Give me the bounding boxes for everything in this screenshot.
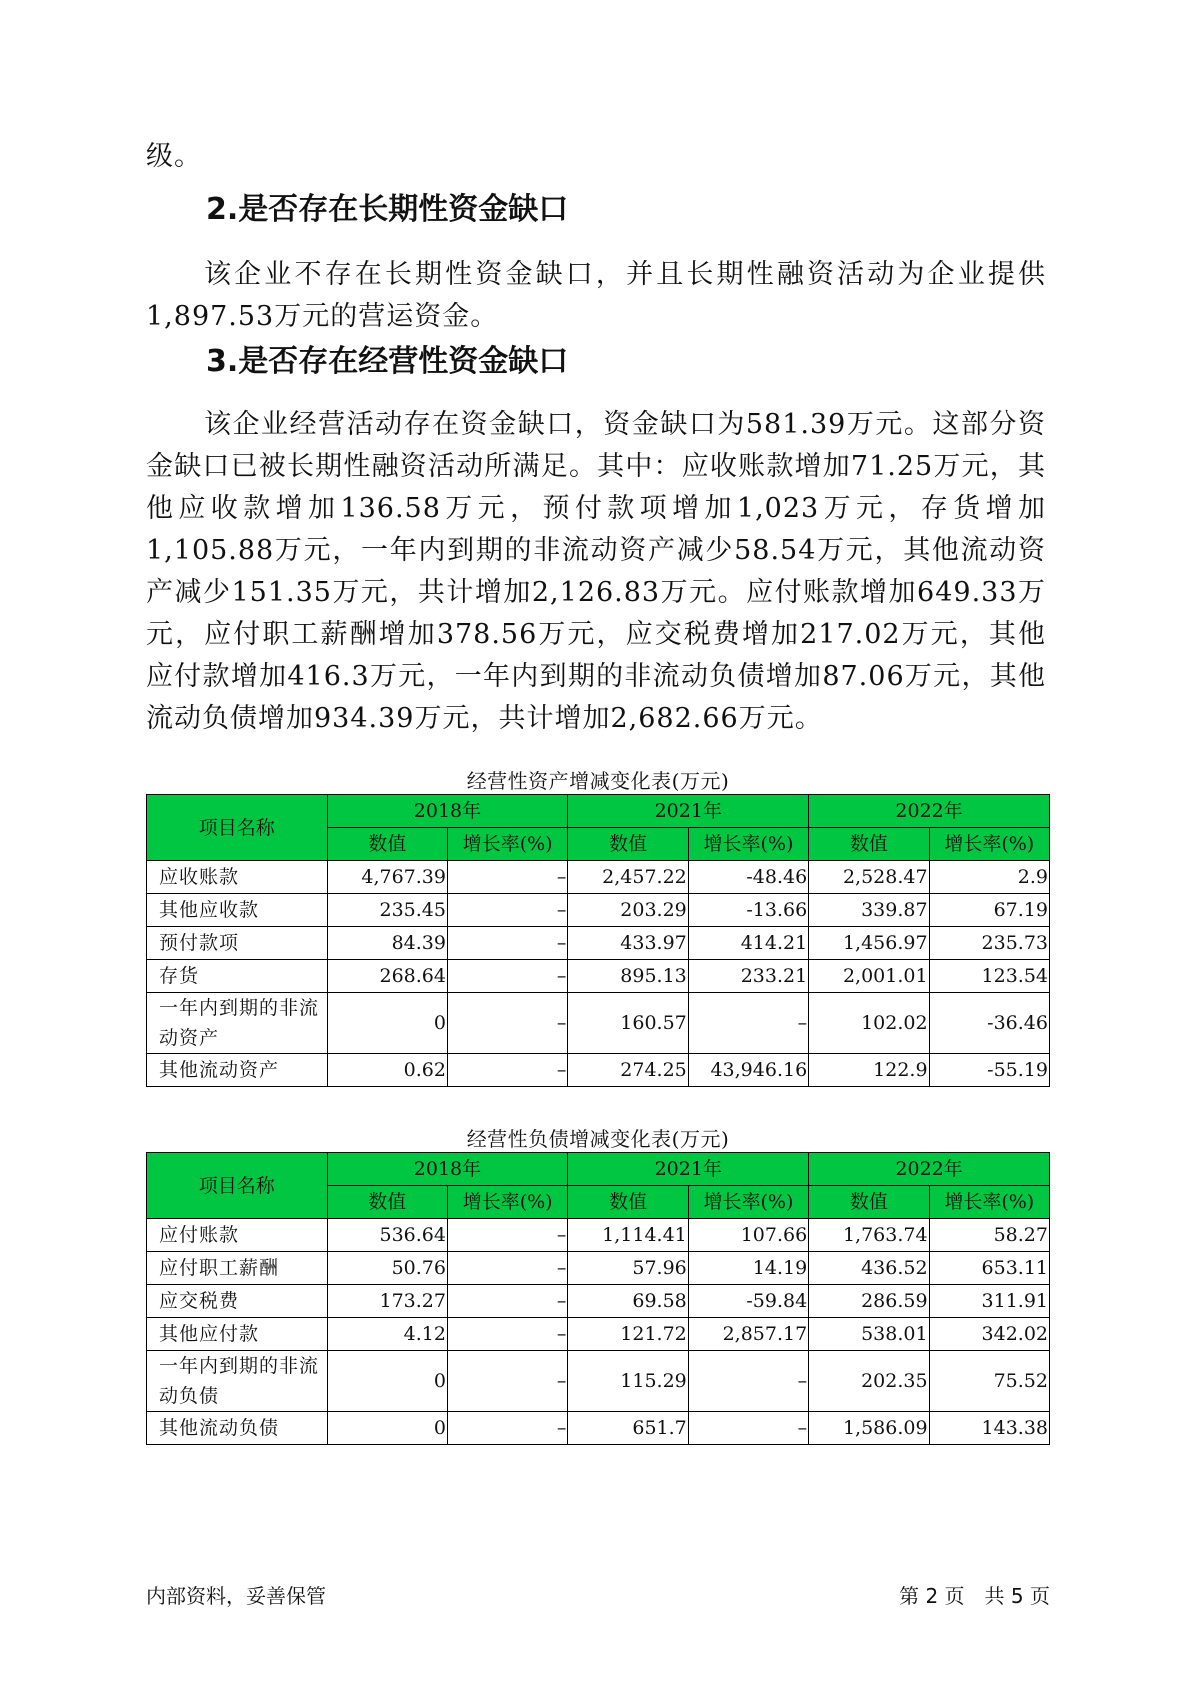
table-cell: – [447,1054,567,1087]
table-cell: 2,457.22 [568,861,688,894]
header-value: 数值 [809,1186,929,1219]
table-row [147,861,1050,894]
table-cell: 4,767.39 [327,861,447,894]
table-cell: 50.76 [327,1252,447,1285]
table-row [147,927,1050,960]
header-year-2021: 2021年 [568,1153,809,1186]
header-item-name: 项目名称 [147,1153,328,1219]
row-label: 应付职工薪酬 [147,1252,328,1285]
table-cell: 2,857.17 [688,1318,808,1351]
row-label: 一年内到期的非流动资产 [147,993,328,1054]
row-label: 其他应付款 [147,1318,328,1351]
header-value: 数值 [809,828,929,861]
table-cell: 121.72 [568,1318,688,1351]
footer-confidential-note: 内部资料，妥善保管 [146,1584,326,1608]
assets-table [146,794,1050,1087]
table-cell: -48.46 [688,861,808,894]
table-cell: 274.25 [568,1054,688,1087]
table-cell: 233.21 [688,960,808,993]
header-value: 数值 [568,1186,688,1219]
table-cell: 14.19 [688,1252,808,1285]
header-year-2022: 2022年 [809,795,1050,828]
table-cell: – [447,1351,567,1412]
table-cell: 143.38 [929,1412,1049,1445]
row-label: 应付账款 [147,1219,328,1252]
row-label: 预付款项 [147,927,328,960]
table-cell: – [447,1252,567,1285]
table-cell: 235.45 [327,894,447,927]
row-label: 应交税费 [147,1285,328,1318]
table-cell: 173.27 [327,1285,447,1318]
table-cell: 69.58 [568,1285,688,1318]
table-row [147,1054,1050,1087]
table-cell: – [447,927,567,960]
table-cell: – [447,993,567,1054]
section-heading-2: 2.是否存在长期性资金缺口 [206,192,569,227]
table-cell: 84.39 [327,927,447,960]
table-cell: -55.19 [929,1054,1049,1087]
table-cell: 311.91 [929,1285,1049,1318]
table-cell: 0.62 [327,1054,447,1087]
table-cell: 0 [327,993,447,1054]
header-year-2018: 2018年 [327,1153,568,1186]
header-growth-rate: 增长率(%) [688,1186,808,1219]
table-row [147,1351,1050,1412]
table-cell: 895.13 [568,960,688,993]
row-label: 其他流动负债 [147,1412,328,1445]
row-label: 其他应收款 [147,894,328,927]
row-label: 其他流动资产 [147,1054,328,1087]
table-cell: 107.66 [688,1219,808,1252]
table-cell: – [688,1351,808,1412]
table-cell: – [447,960,567,993]
table-cell: – [447,1318,567,1351]
table-cell: 235.73 [929,927,1049,960]
table-cell: 67.19 [929,894,1049,927]
header-year-2018: 2018年 [327,795,568,828]
table-cell: 436.52 [809,1252,929,1285]
paragraph-operating [146,404,1046,740]
table-cell: 339.87 [809,894,929,927]
table-row [147,1285,1050,1318]
section-heading-3: 3.是否存在经营性资金缺口 [206,344,569,379]
header-growth-rate: 增长率(%) [929,828,1049,861]
paragraph-long-term [146,254,1046,338]
table-cell: 203.29 [568,894,688,927]
paragraph-text: 该企业不存在长期性资金缺口，并且长期性融资活动为企业提供1,897.53万元的营运资金。 [146,259,1046,332]
row-label: 一年内到期的非流动负债 [147,1351,328,1412]
header-value: 数值 [327,1186,447,1219]
table-cell: 123.54 [929,960,1049,993]
table-cell: 160.57 [568,993,688,1054]
table-caption-liabilities: 经营性负债增减变化表(万元) [466,1127,730,1151]
table-cell: 0 [327,1412,447,1445]
table-row [147,1252,1050,1285]
header-growth-rate: 增长率(%) [447,1186,567,1219]
table-cell: 75.52 [929,1351,1049,1412]
table-cell: 536.64 [327,1219,447,1252]
liabilities-table-body [147,1219,1050,1445]
table-cell: 2,528.47 [809,861,929,894]
table-cell: -13.66 [688,894,808,927]
table-cell: 1,456.97 [809,927,929,960]
table-cell: 0 [327,1351,447,1412]
table-cell: 342.02 [929,1318,1049,1351]
table-cell: 653.11 [929,1252,1049,1285]
paragraph-tail [146,136,1046,178]
table-cell: 538.01 [809,1318,929,1351]
table-row [147,1219,1050,1252]
table-cell: 122.9 [809,1054,929,1087]
header-value: 数值 [568,828,688,861]
table-row [147,894,1050,927]
table-cell: -36.46 [929,993,1049,1054]
table-cell: 1,586.09 [809,1412,929,1445]
header-value: 数值 [327,828,447,861]
row-label: 应收账款 [147,861,328,894]
liabilities-table [146,1152,1050,1445]
table-row [147,960,1050,993]
table-cell: 651.7 [568,1412,688,1445]
header-year-2021: 2021年 [568,795,809,828]
table-cell: 57.96 [568,1252,688,1285]
table-caption-assets: 经营性资产增减变化表(万元) [466,769,730,793]
table-cell: 2.9 [929,861,1049,894]
table-row [147,1412,1050,1445]
table-cell: 433.97 [568,927,688,960]
table-cell: – [447,1285,567,1318]
table-cell: 58.27 [929,1219,1049,1252]
paragraph-text: 该企业经营活动存在资金缺口，资金缺口为581.39万元。这部分资金缺口已被长期性融资活动所满足。其中：应收账款增加71.25万元，其他应收款增加136.58万元，预付款项增加1,023万元，存货增加1,105.88万元，一年内到期的非流动资产减少58.54万元，其他流动资产减少151.35万元，共计增加2,126.83万元。应付账款增加649.33万元，应付职工薪酬增加378.56万元，应交税费增加217.02万元，其他应付款增加416.3万元，一年内到期的非流动负债增加87.06万元，其他流动负债增加934.39万元，共计增加2,682.66万元。 [146,409,1046,734]
footer-page-number: 第 2 页 共 5 页 [899,1584,1050,1608]
table-cell: – [447,861,567,894]
table-cell: 4.12 [327,1318,447,1351]
paragraph-text: 级。 [146,141,202,172]
header-year-2022: 2022年 [809,1153,1050,1186]
assets-table-body [147,861,1050,1087]
table-cell: 268.64 [327,960,447,993]
table-cell: 2,001.01 [809,960,929,993]
table-cell: 102.02 [809,993,929,1054]
table-cell: 286.59 [809,1285,929,1318]
table-cell: 202.35 [809,1351,929,1412]
table-cell: – [447,894,567,927]
table-row [147,1318,1050,1351]
table-cell: 43,946.16 [688,1054,808,1087]
table-cell: 1,763.74 [809,1219,929,1252]
table-cell: 1,114.41 [568,1219,688,1252]
header-growth-rate: 增长率(%) [929,1186,1049,1219]
table-cell: 115.29 [568,1351,688,1412]
table-cell: 414.21 [688,927,808,960]
header-growth-rate: 增长率(%) [447,828,567,861]
header-item-name: 项目名称 [147,795,328,861]
table-cell: -59.84 [688,1285,808,1318]
table-row [147,993,1050,1054]
header-growth-rate: 增长率(%) [688,828,808,861]
table-cell: – [447,1412,567,1445]
table-cell: – [688,993,808,1054]
table-cell: – [688,1412,808,1445]
row-label: 存货 [147,960,328,993]
table-cell: – [447,1219,567,1252]
